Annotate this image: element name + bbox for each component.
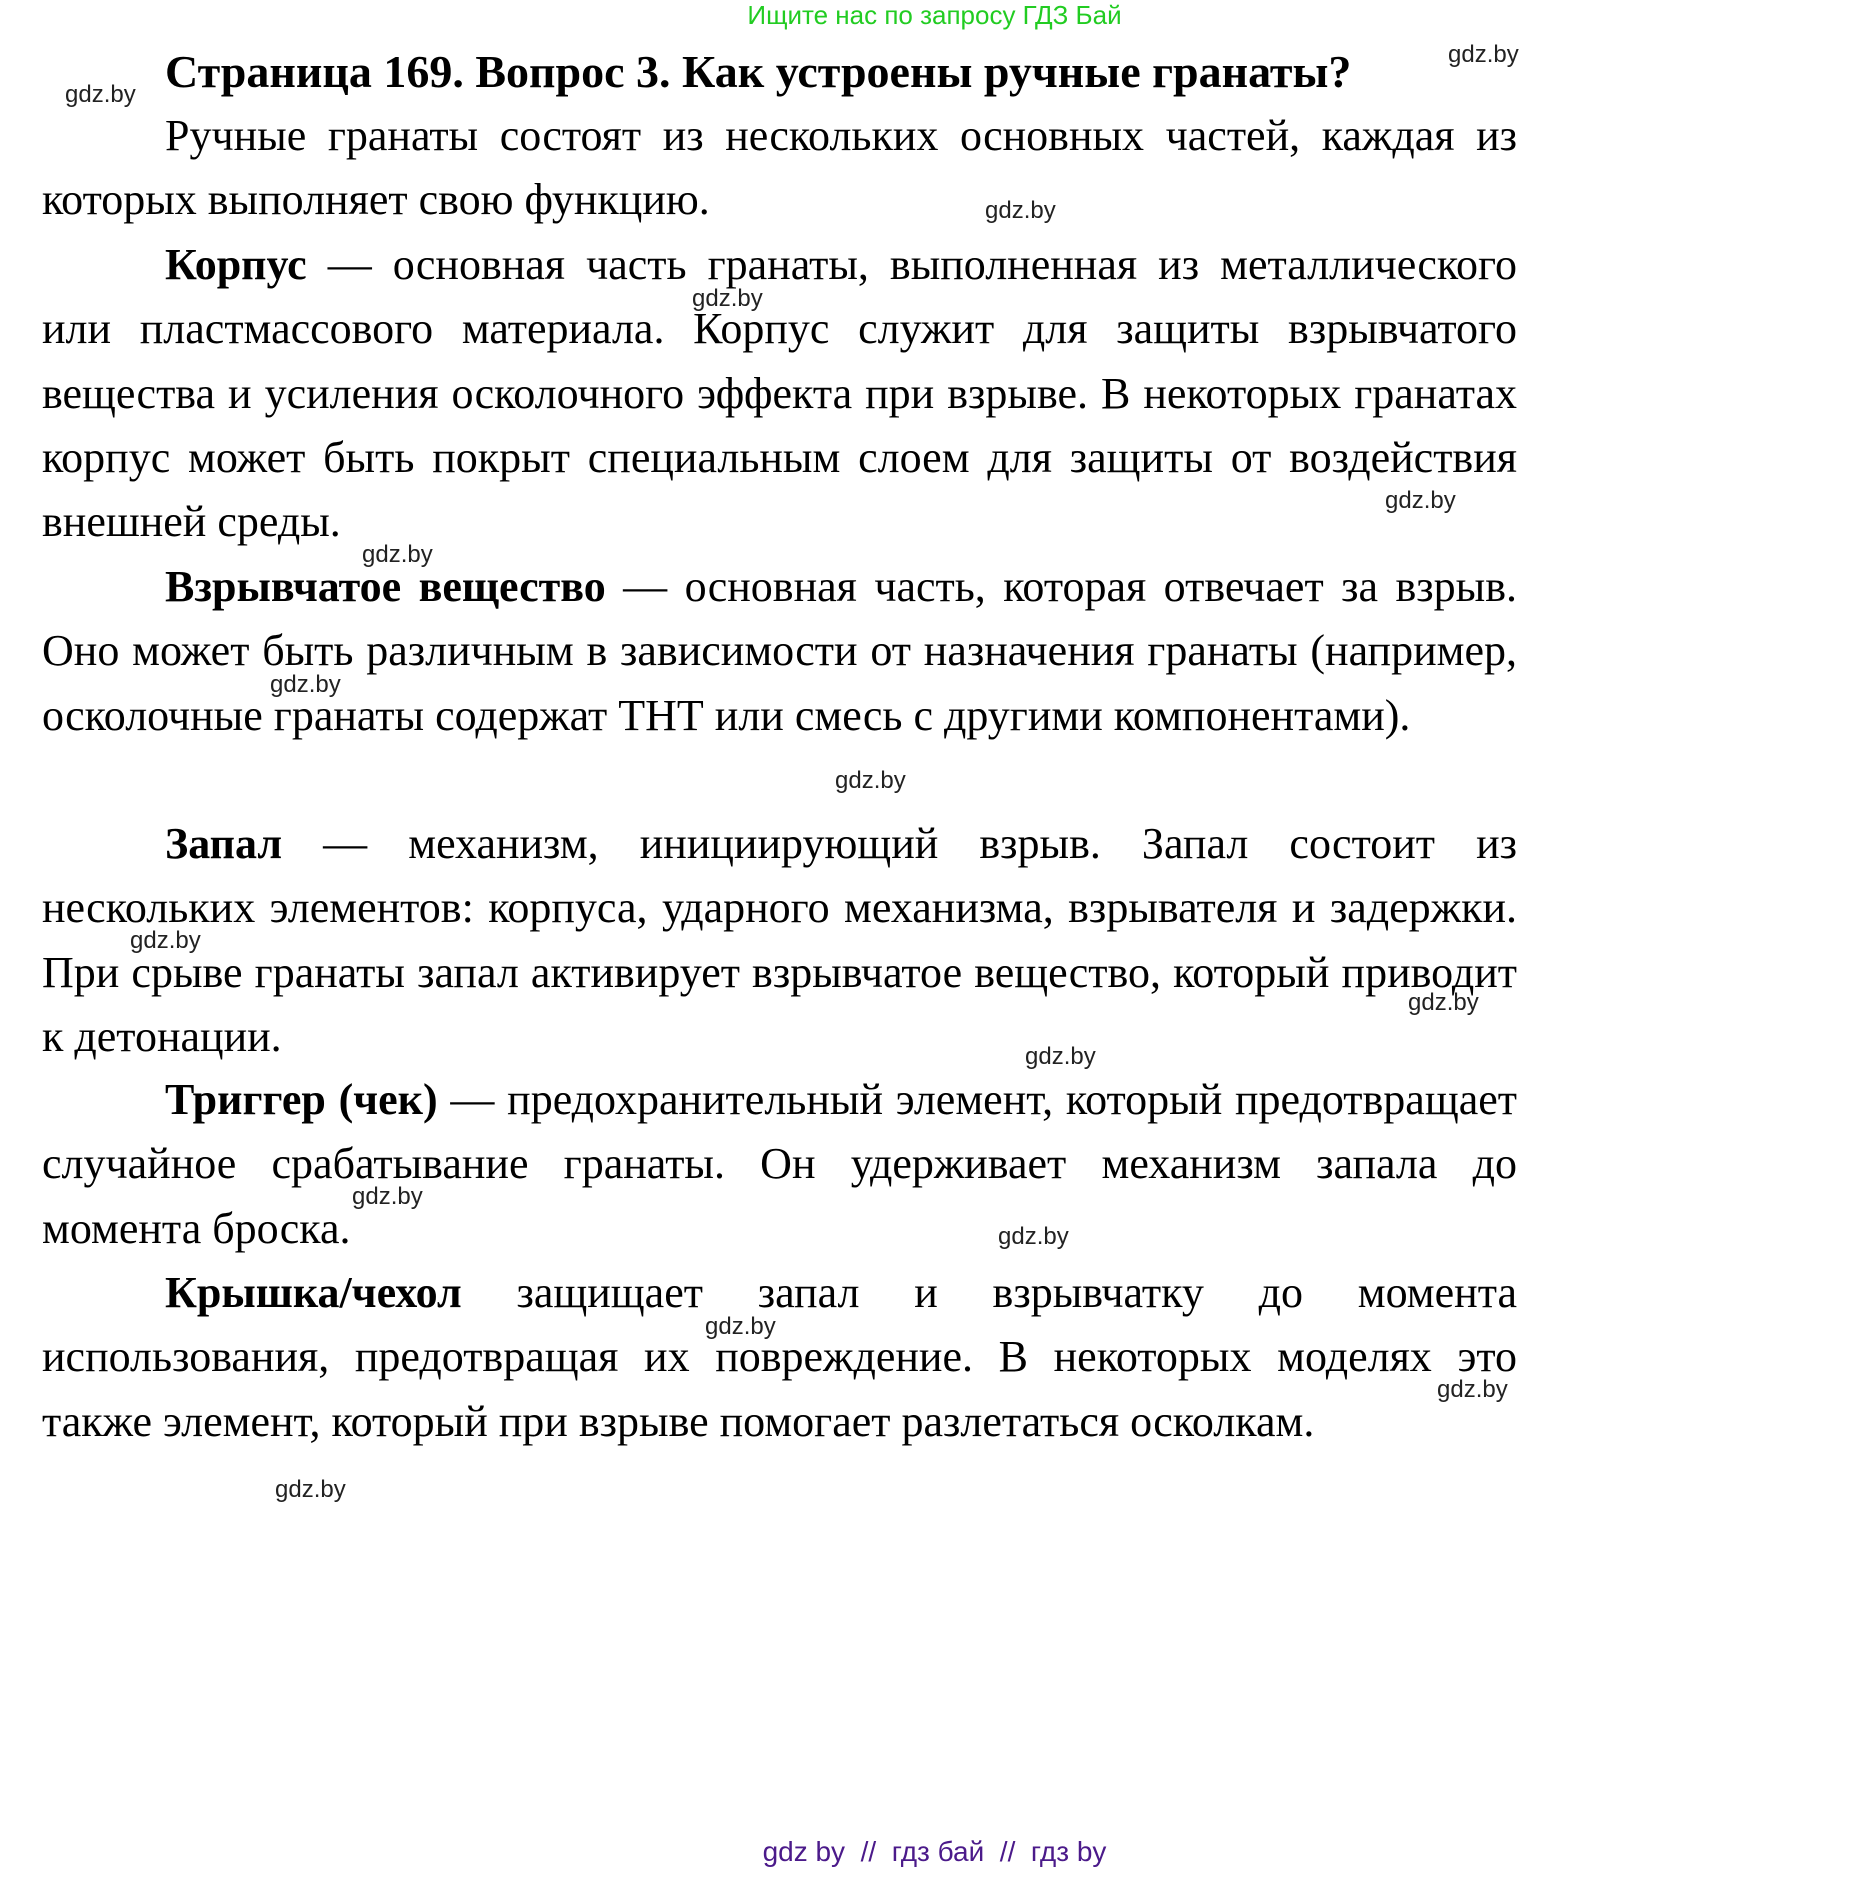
paragraph-text: — предохранительный элемент, который предотвращает случайное срабатывание гранаты. Он удерживает механизм запала до момента броска. <box>42 1075 1518 1253</box>
watermark: gdz.by <box>705 1313 776 1340</box>
term-fuse: Запал <box>165 819 283 868</box>
watermark: gdz.by <box>985 197 1056 224</box>
watermark: gdz.by <box>835 767 906 794</box>
paragraph-intro <box>42 104 1517 233</box>
paragraph-text: — основная часть гранаты, выполненная из металлического или пластмассового материала. Корпус служит для защиты взрывчатого вещества и усиления осколочного эффекта при взрыве. В некоторых гранатах корпус может быть покрыт специальным слоем для защиты от воздействия внешней среды. <box>42 240 1517 547</box>
watermark: gdz.by <box>1385 487 1456 514</box>
watermark: gdz.by <box>65 81 136 108</box>
watermark: gdz.by <box>1025 1043 1096 1070</box>
page-title: Страница 169. Вопрос 3. Как устроены ручные гранаты? <box>165 46 1352 97</box>
paragraph-explosive <box>42 555 1517 748</box>
watermark: gdz.by <box>998 1223 1069 1250</box>
search-hint-banner: Ищите нас по запросу ГДЗ Бай <box>747 0 1122 30</box>
watermark: gdz.by <box>270 671 341 698</box>
paragraph-text: — механизм, инициирующий взрыв. Запал состоит из нескольких элементов: корпуса, ударного механизма, взрывателя и задержки. При срыве гранаты запал активирует взрывчатое вещество, который приводит к детонации. <box>42 819 1517 1061</box>
watermark: gdz.by <box>1448 41 1519 68</box>
watermark: gdz.by <box>1437 1376 1508 1403</box>
watermark: gdz.by <box>352 1183 423 1210</box>
term-body: Корпус <box>165 240 307 289</box>
watermark: gdz.by <box>692 285 763 312</box>
paragraph-trigger <box>42 1068 1517 1261</box>
paragraph-text: Ручные гранаты состоят из нескольких основных частей, каждая из которых выполняет свою функцию. <box>42 111 1517 225</box>
footer-links: gdz by // гдз бай // гдз by <box>762 1836 1107 1867</box>
watermark: gdz.by <box>275 1476 346 1503</box>
paragraph-cover <box>42 1261 1517 1454</box>
paragraph-text: — основная часть, которая отвечает за взрыв. Оно может быть различным в зависимости от назначения гранаты (например, осколочные гранаты содержат ТНТ или смесь с другими компонентами). <box>42 562 1517 740</box>
watermark: gdz.by <box>362 541 433 568</box>
paragraph-text: защищает запал и взрывчатку до момента использования, предотвращая их повреждение. В некоторых моделях это также элемент, который при взрыве помогает разлетаться осколкам. <box>42 1268 1517 1446</box>
paragraph-body <box>42 233 1517 554</box>
paragraph-fuse <box>42 812 1517 1069</box>
term-cover: Крышка/чехол <box>165 1268 462 1317</box>
term-explosive: Взрывчатое вещество <box>165 562 606 611</box>
watermark: gdz.by <box>1408 989 1479 1016</box>
term-trigger: Триггер (чек) <box>165 1075 438 1124</box>
watermark: gdz.by <box>130 927 201 954</box>
